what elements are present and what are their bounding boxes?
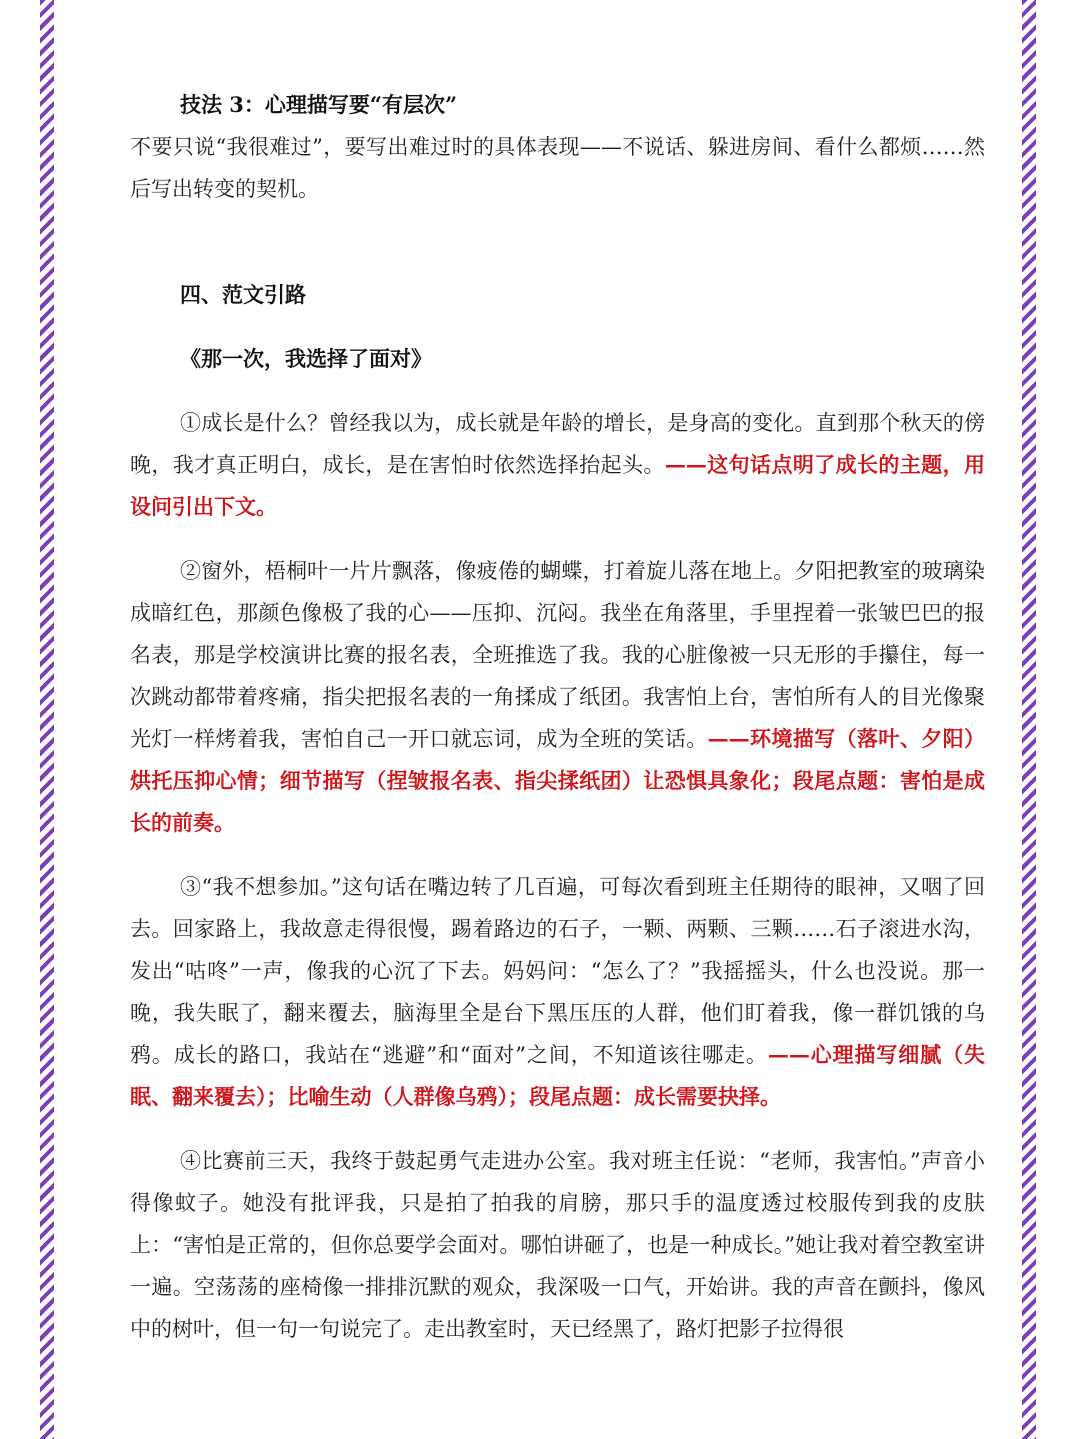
decorative-border-right bbox=[1022, 0, 1036, 1439]
decorative-border-left bbox=[40, 0, 54, 1439]
annotation-note: ——环境描写（落叶、夕阳）烘托压抑心情；细节描写（捏皱报名表、指尖揉纸团）让恐惧具象化；段尾点题：害怕是成长的前奏。 bbox=[130, 726, 985, 835]
document-page bbox=[130, 84, 985, 1350]
technique-body: 不要只说“我很难过”，要写出难过时的具体表现——不说话、躲进房间、看什么都烦……然后写出转变的契机。 bbox=[130, 135, 985, 201]
essay-title: 《那一次，我选择了面对》 bbox=[180, 346, 432, 371]
paragraph-text: ③“我不想参加。”这句话在嘴边转了几百遍，可每次看到班主任期待的眼神，又咽了回去。回家路上，我故意走得很慢，踢着路边的石子，一颗、两颗、三颗……石子滚进水沟，发出“咕咚”一声，像我的心沉了下去。妈妈问：“怎么了？”我摇摇头，什么也没说。那一晚，我失眠了，翻来覆去，脑海里全是台下黑压压的人群，他们盯着我，像一群饥饿的乌鸦。成长的路口，我站在“逃避”和“面对”之间，不知道该往哪走。 bbox=[130, 875, 985, 1067]
annotation-note: ——这句话点明了成长的主题，用设问引出下文。 bbox=[130, 452, 986, 519]
technique-heading: 技法 3：心理描写要“有层次” bbox=[180, 92, 458, 117]
paragraph-text: ④比赛前三天，我终于鼓起勇气走进办公室。我对班主任说：“老师，我害怕。”声音小得像蚊子。她没有批评我，只是拍了拍我的肩膀，那只手的温度透过校服传到我的皮肤上：“害怕是正常的，但你总要学会面对。哪怕讲砸了，也是一种成长。”她让我对着空教室讲一遍。空荡荡的座椅像一排排沉默的观众，我深吸一口气，开始讲。我的声音在颤抖，像风中的树叶，但一句一句说完了。走出教室时，天已经黑了，路灯把影子拉得很 bbox=[130, 1149, 985, 1341]
annotation-note: ——心理描写细腻（失眠、翻来覆去）；比喻生动（人群像乌鸦）；段尾点题：成长需要抉择。 bbox=[130, 1042, 986, 1109]
paragraph-text: ①成长是什么？曾经我以为，成长就是年龄的增长，是身高的变化。直到那个秋天的傍晚，我才真正明白，成长，是在害怕时依然选择抬起头。 bbox=[130, 411, 985, 477]
essay-paragraph-3 bbox=[130, 866, 985, 1118]
paragraph-text: ②窗外，梧桐叶一片片飘落，像疲倦的蝴蝶，打着旋儿落在地上。夕阳把教室的玻璃染成暗红色，那颜色像极了我的心——压抑、沉闷。我坐在角落里，手里捏着一张皱巴巴的报名表，那是学校演讲比赛的报名表，全班推选了我。我的心脏像被一只无形的手攥住，每一次跳动都带着疼痛，指尖把报名表的一角揉成了纸团。我害怕上台，害怕所有人的目光像聚光灯一样烤着我，害怕自己一开口就忘词，成为全班的笑话。 bbox=[130, 559, 985, 751]
essay-paragraph-1 bbox=[130, 402, 985, 528]
essay-paragraph-2 bbox=[130, 550, 985, 844]
essay-paragraph-4 bbox=[130, 1140, 985, 1350]
section-heading: 四、范文引路 bbox=[180, 282, 306, 307]
